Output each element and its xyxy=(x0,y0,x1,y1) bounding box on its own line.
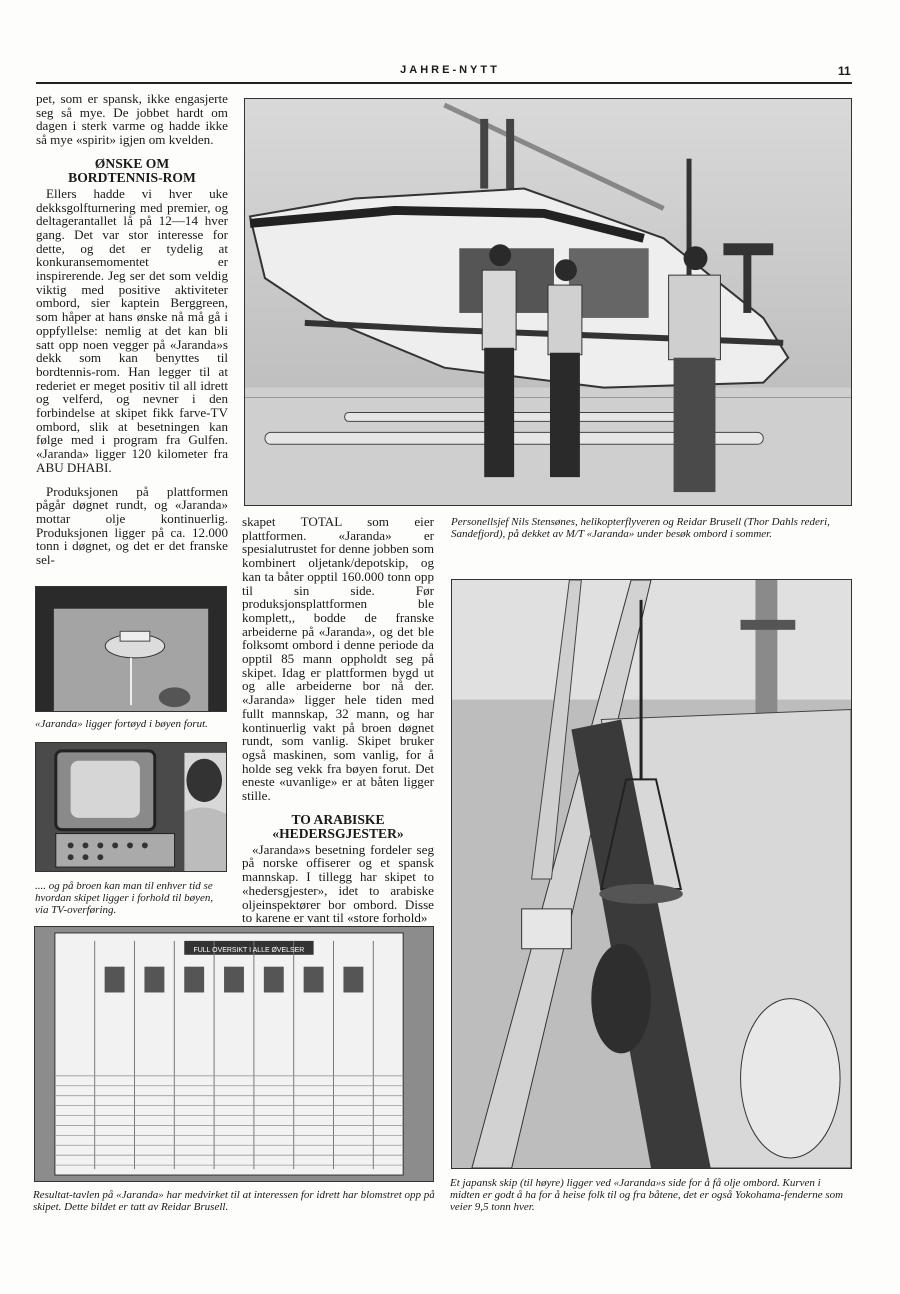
section-heading-hedersgjester xyxy=(242,813,434,841)
heading-line: «HEDERSGJESTER» xyxy=(272,825,404,841)
intro-paragraph: pet, som er spansk, ikke engasjerte seg så mye. De jobbet hardt om dagen i sterk varme og hadde ikke så mye «spirit» igjen om kvelden. xyxy=(36,91,228,148)
page-number: 11 xyxy=(838,64,851,78)
column-2-text xyxy=(242,515,434,925)
body-paragraph: «Jaranda»s besetning fordeler seg på norske offiserer og et spansk mannskap. I tillegg har skipet to «hedersgjester», idet to arabiske oljeinspektører bor ombord. Disse to karene er vant til «store forhold» xyxy=(242,841,434,926)
helicopter-caption: Personellsjef Nils Stensønes, helikopterflyveren og Reidar Brusell (Thor Dahls rederi, Sandefjord), på dekket av M/T «Jaranda» under besøk ombord i sommer. xyxy=(451,516,830,540)
board-heading-text: FULL OVERSIKT I ALLE ØVELSER xyxy=(193,946,305,954)
buoy-caption: «Jaranda» ligger fortøyd i bøyen forut. xyxy=(35,718,208,730)
tv-photo xyxy=(35,742,227,872)
result-board-caption: Resultat-tavlen på «Jaranda» har medvirket til at interessen for idrett har blomstret opp på skipet. Dette bildet er tatt av Reidar Brusell. xyxy=(33,1189,435,1213)
header-rule xyxy=(36,82,852,84)
ship-caption: Et japansk skip (til høyre) ligger ved «Jaranda»s side for å få olje ombord. Kurven i midten er godt å ha for å heise folk til og fra båtene, det er også Yokohama-fenderne som veier 9,5 tonn hver. xyxy=(450,1177,844,1213)
body-paragraph: Ellers hadde vi hver uke dekksgolfturnering med premier, og deltagerantallet lå på 12—14 hver gang. Det var stor interesse for dette, og det er tydelig at konkuransemomentet er inspirerende. Jeg ser det som veldig viktig med positive aktiviteter ombord, sier kaptein Berggreen, som håper at hans ønske nå må gå i oppfyllelse: nemlig at det kan bli satt opp noen vegger på «Jaranda»s dekk som kan benyttes til bordtennis-rom. Han legger til at rederiet er meget positiv til all idrett og velferd, og nevner i den forbindelse at skipet fikk farve-TV ombord, slik at besetningen kan følge med i program fra Gulfen. «Jaranda» ligger 120 kilometer fra ABU DHABI. xyxy=(36,185,228,475)
heading-line: TO ARABISKE xyxy=(291,811,385,827)
heading-line: ØNSKE OM xyxy=(94,155,170,171)
heading-line: BORDTENNIS-ROM xyxy=(68,169,196,185)
section-heading-bordtennis xyxy=(36,157,228,185)
result-board-photo xyxy=(34,926,434,1182)
body-paragraph: Produksjonen på plattformen pågår døgnet rundt, og «Jaranda» mottar olje kontinuerlig. Produksjonen ligger på ca. 12.000 tonn i døgnet, og det er det franske sel- xyxy=(36,483,228,568)
buoy-photo xyxy=(35,586,227,712)
column-1-text xyxy=(36,92,228,567)
helicopter-photo xyxy=(244,98,852,506)
tv-caption: .... og på broen kan man til enhver tid se hvordan skipet ligger i forhold til bøyen, via TV-overføring. xyxy=(35,880,214,916)
running-header: JAHRE-NYTT xyxy=(400,64,500,76)
ship-photo xyxy=(451,579,852,1169)
body-paragraph: skapet TOTAL som eier plattformen. «Jaranda» er spesialutrustet for denne jobben som kombinert oljetank/depotskip, og kan ta båter opptil 160.000 tonn opp til sin side. Før produksjonsplattformen ble komplett,, bodde de franske arbeiderne på «Jaranda», og det ble folksomt ombord i denne periode da opptil 85 mann oppholdt seg på skipet. Idag er plattformen bygd ut og alle arbeiderne bor nå der. «Jaranda» ligger hele tiden med fullt mannskap, 32 mann, og har kontinuerlig vakt på broen døgnet rundt, som vanlig. Skipet bruker også maskinen, som vanlig, for å holde seg vekk fra bøyen forut. Det eneste «uvanlige» er at båten ligger stille. xyxy=(242,514,435,804)
